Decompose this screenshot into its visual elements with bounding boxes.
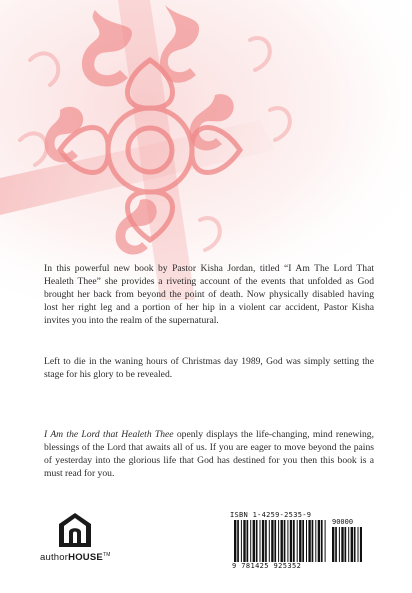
barcode-bar bbox=[237, 520, 239, 562]
barcode-bar bbox=[281, 520, 283, 562]
addon-barcode-bars bbox=[332, 527, 362, 562]
barcode-bar bbox=[271, 520, 273, 562]
barcode-bar bbox=[297, 520, 298, 562]
ean-barcode-bars bbox=[234, 520, 328, 562]
publisher-name-part2: HOUSE bbox=[68, 552, 103, 564]
ean-digits: 9 781425 925352 bbox=[232, 562, 302, 570]
barcode-bar bbox=[345, 527, 347, 562]
trademark-symbol: TM bbox=[102, 552, 111, 558]
barcode-bar bbox=[339, 527, 340, 562]
barcode-bar bbox=[354, 527, 356, 562]
barcode-bar bbox=[302, 520, 304, 562]
barcode-bar bbox=[287, 520, 288, 562]
barcode-bar bbox=[262, 520, 264, 562]
price-code: 90000 bbox=[332, 518, 354, 526]
barcode-bar bbox=[241, 520, 242, 562]
barcode-bar bbox=[348, 527, 349, 562]
barcode-bar bbox=[315, 520, 316, 562]
barcode-bar bbox=[321, 520, 323, 562]
barcode-bar bbox=[278, 520, 279, 562]
barcode-bar bbox=[243, 520, 245, 562]
barcode-bar bbox=[269, 520, 270, 562]
barcode-bar bbox=[284, 520, 286, 562]
barcode-bar bbox=[260, 520, 261, 562]
barcode-bar bbox=[265, 520, 267, 562]
publisher-logo bbox=[40, 512, 130, 568]
barcode-bar bbox=[360, 527, 362, 562]
authorhouse-house-icon bbox=[58, 512, 92, 548]
barcode-bar bbox=[234, 520, 236, 562]
barcode-bar bbox=[253, 520, 255, 562]
barcode-bar bbox=[306, 520, 307, 562]
isbn-label: ISBN 1-4259-2535-9 bbox=[230, 511, 312, 519]
barcode-bar bbox=[318, 520, 320, 562]
barcode-bar bbox=[312, 520, 314, 562]
barcode-bar bbox=[299, 520, 301, 562]
isbn-barcode bbox=[228, 511, 364, 571]
publisher-name-part1: author bbox=[40, 552, 69, 564]
barcode-bar bbox=[250, 520, 251, 562]
blurb-paragraph-1: In this powerful new book by Pastor Kisha Jordan, titled “I Am The Lord That Healeth Thee” she provides a riveting account of the events that unfolded as God brought her back from beyond the point of death. Now physically disabled having lost her right leg and a portion of her hip in a violent car accident, Pastor Kisha invites you into the realm of the supernatural. bbox=[44, 263, 374, 326]
blurb-paragraph-3-text: openly displays the life-changing, mind renewing, blessings of the Lord that awaits all of us. If you are eager to move beyond the pains of yesterday into the glorious life that God has destined for you then this book is a must read for you. bbox=[44, 429, 375, 479]
barcode-bar bbox=[247, 520, 249, 562]
barcode-bar bbox=[358, 527, 359, 562]
blurb-paragraph-2: Left to die in the waning hours of Christmas day 1989, God was simply setting the stage for his glory to be revealed. bbox=[44, 356, 374, 380]
barcode-bar bbox=[335, 527, 337, 562]
barcode-bar bbox=[332, 527, 334, 562]
barcode-bar bbox=[351, 527, 353, 562]
barcode-bar bbox=[274, 520, 276, 562]
barcode-bar bbox=[308, 520, 310, 562]
barcode-bar bbox=[325, 520, 326, 562]
barcode-bar bbox=[341, 527, 343, 562]
barcode-bar bbox=[290, 520, 292, 562]
book-title-inline: I Am the Lord that Healeth Thee bbox=[44, 429, 174, 440]
blurb-paragraph-3 bbox=[44, 428, 374, 480]
publisher-wordmark bbox=[40, 552, 130, 563]
barcode-bar bbox=[256, 520, 258, 562]
barcode-bar bbox=[293, 520, 295, 562]
